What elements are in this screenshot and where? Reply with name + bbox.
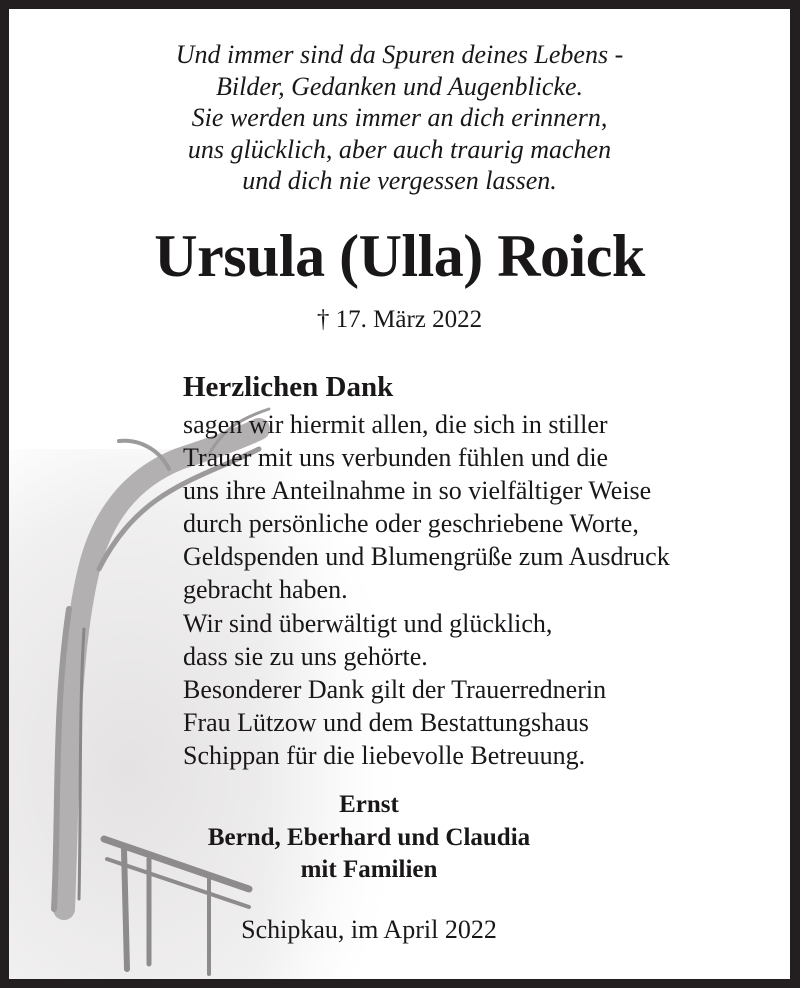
body-line: dass sie zu uns gehörte. xyxy=(183,641,428,671)
body-line: durch persönliche oder geschriebene Worte, xyxy=(183,509,639,539)
poem-line: und dich nie vergessen lassen. xyxy=(242,166,557,195)
body-line: Wir sind überwältigt und glücklich, xyxy=(183,608,553,638)
poem-line: uns glücklich, aber auch traurig machen xyxy=(187,134,612,164)
body-line: Besonderer Dank gilt der Trauerrednerin xyxy=(183,674,607,704)
death-date: † 17. März 2022 xyxy=(316,306,483,333)
body-line: sagen wir hiermit allen, die sich in stiller xyxy=(183,410,608,439)
deceased-name: Ursula (Ulla) Roick xyxy=(154,223,645,289)
poem-line: Und immer sind da Spuren deines Lebens - xyxy=(175,40,624,69)
place-date: Schipkau, im April 2022 xyxy=(241,915,497,944)
thanks-text xyxy=(183,408,670,772)
poem-line: Sie werden uns immer an dich erinnern, xyxy=(191,103,608,132)
body-line: Schippan für die liebevolle Betreuung. xyxy=(183,740,586,770)
obituary-card xyxy=(9,9,790,979)
body-line: Frau Lützow und dem Bestattungshaus xyxy=(183,707,589,737)
body-line: Trauer mit uns verbunden fühlen und die xyxy=(183,443,609,473)
body-line: Geldspenden und Blumengrüße zum Ausdruck xyxy=(183,542,670,572)
signatures xyxy=(169,789,569,887)
thanks-heading: Herzlichen Dank xyxy=(183,371,394,403)
poem-line: Bilder, Gedanken und Augenblicke. xyxy=(215,71,584,101)
poem xyxy=(9,39,790,197)
signature-line: mit Familien xyxy=(300,856,438,883)
signature-line: Bernd, Eberhard und Claudia xyxy=(207,823,531,851)
body-line: gebracht haben. xyxy=(183,575,348,605)
body-line: uns ihre Anteilnahme in so vielfältiger Weise xyxy=(183,476,652,506)
signature-line: Ernst xyxy=(339,791,399,818)
